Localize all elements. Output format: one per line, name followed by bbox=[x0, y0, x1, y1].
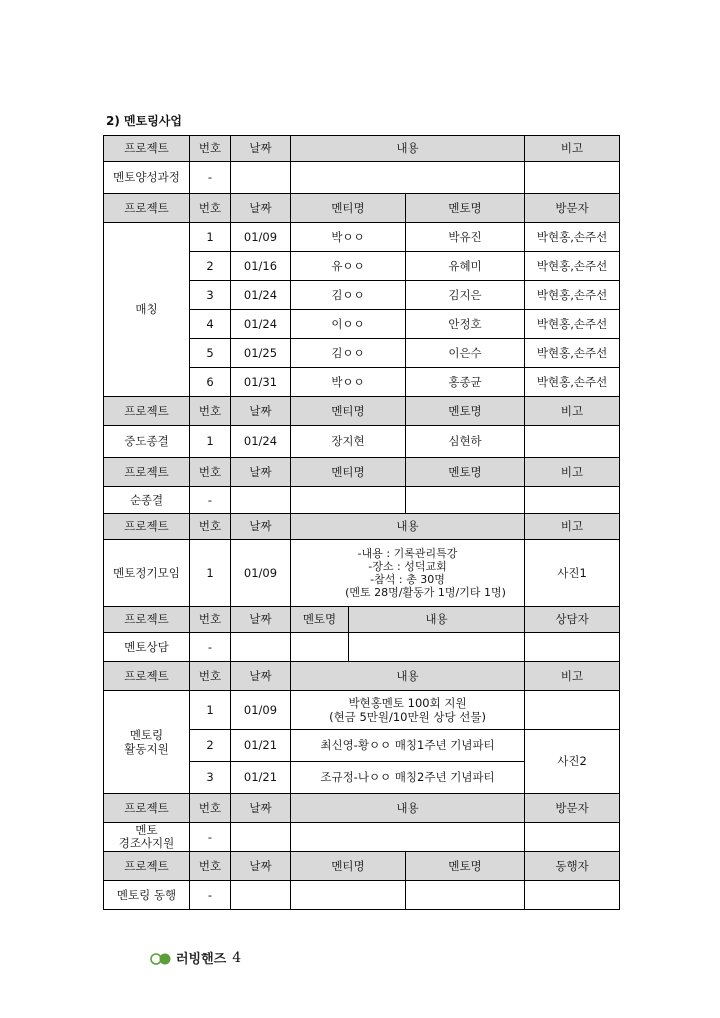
no-cell: 1 bbox=[190, 223, 231, 252]
header-no: 번호 bbox=[190, 852, 231, 881]
project-line: 멘토링 bbox=[129, 727, 164, 742]
date-cell: 01/09 bbox=[231, 540, 291, 607]
date-cell: 01/21 bbox=[231, 730, 291, 762]
header-project: 프로젝트 bbox=[104, 397, 190, 426]
content-cell: 최신영-황ㅇㅇ 매칭1주년 기념파티 bbox=[291, 730, 525, 762]
header-mentor: 멘토명 bbox=[406, 397, 525, 426]
content-cell bbox=[349, 633, 525, 662]
mentee-cell: 장지현 bbox=[291, 426, 406, 458]
header-visitor: 방문자 bbox=[525, 194, 620, 223]
header-row-condolence bbox=[104, 794, 620, 823]
visitor-cell: 박현홍,손주선 bbox=[525, 339, 620, 368]
header-date: 날짜 bbox=[231, 794, 291, 823]
header-mentee: 멘티명 bbox=[291, 852, 406, 881]
header-no: 번호 bbox=[190, 458, 231, 487]
date-cell: 01/21 bbox=[231, 762, 291, 794]
header-content: 내용 bbox=[291, 794, 525, 823]
mentor-cell bbox=[406, 881, 525, 910]
counselor-cell bbox=[525, 633, 620, 662]
note-cell: 사진1 bbox=[525, 540, 620, 607]
date-cell bbox=[231, 881, 291, 910]
date-cell bbox=[231, 162, 291, 194]
meeting-content-cell bbox=[291, 540, 525, 607]
header-project: 프로젝트 bbox=[104, 136, 190, 162]
meeting-row bbox=[104, 540, 620, 607]
mentor-cell: 안정호 bbox=[406, 310, 525, 339]
note-cell: 사진2 bbox=[525, 730, 620, 794]
no-cell: - bbox=[190, 162, 231, 194]
no-cell: - bbox=[190, 881, 231, 910]
date-cell bbox=[231, 633, 291, 662]
meeting-line: -장소 : 성덕교회 bbox=[368, 559, 447, 573]
mentee-cell: 김ㅇㅇ bbox=[291, 339, 406, 368]
completion-row bbox=[104, 487, 620, 514]
date-cell: 01/24 bbox=[231, 281, 291, 310]
date-cell: 01/16 bbox=[231, 252, 291, 281]
header-row-meeting bbox=[104, 514, 620, 540]
note-cell bbox=[525, 162, 620, 194]
training-row bbox=[104, 162, 620, 194]
project-line: 멘토 bbox=[135, 823, 158, 838]
visitor-cell: 박현홍,손주선 bbox=[525, 252, 620, 281]
visitor-cell: 박현홍,손주선 bbox=[525, 310, 620, 339]
date-cell: 01/31 bbox=[231, 368, 291, 397]
header-mentee: 멘티명 bbox=[291, 194, 406, 223]
date-cell: 01/24 bbox=[231, 426, 291, 458]
meeting-line: -참석 : 총 30명 bbox=[370, 573, 445, 586]
date-cell: 01/09 bbox=[231, 223, 291, 252]
mentor-cell bbox=[291, 633, 349, 662]
meeting-line: (멘토 28명/활동가 1명/기타 1명) bbox=[345, 586, 506, 600]
date-cell bbox=[231, 487, 291, 514]
header-companion: 동행자 bbox=[525, 852, 620, 881]
mentor-cell: 이은수 bbox=[406, 339, 525, 368]
mentee-cell bbox=[291, 881, 406, 910]
project-cell: 멘토링 동행 bbox=[104, 881, 190, 910]
header-date: 날짜 bbox=[231, 397, 291, 426]
header-date: 날짜 bbox=[231, 852, 291, 881]
visitor-cell bbox=[525, 823, 620, 852]
header-note: 비고 bbox=[525, 514, 620, 540]
meeting-line: -내용 : 기록관리특강 bbox=[357, 546, 458, 560]
date-cell: 01/25 bbox=[231, 339, 291, 368]
page-number: 4 bbox=[232, 949, 242, 966]
header-row-matching bbox=[104, 194, 620, 223]
header-no: 번호 bbox=[190, 136, 231, 162]
header-note: 비고 bbox=[525, 458, 620, 487]
header-no: 번호 bbox=[190, 397, 231, 426]
no-cell: 2 bbox=[190, 252, 231, 281]
header-content: 내용 bbox=[291, 514, 525, 540]
header-date: 날짜 bbox=[231, 458, 291, 487]
no-cell: 1 bbox=[190, 540, 231, 607]
header-mentor: 멘토명 bbox=[291, 607, 349, 633]
header-row-support bbox=[104, 662, 620, 691]
mentor-cell: 홍종균 bbox=[406, 368, 525, 397]
header-mentor: 멘토명 bbox=[406, 852, 525, 881]
project-line: 경조사지원 bbox=[118, 836, 175, 850]
header-mentee: 멘티명 bbox=[291, 397, 406, 426]
header-note: 비고 bbox=[525, 662, 620, 691]
header-mentee: 멘티명 bbox=[291, 458, 406, 487]
note-cell bbox=[525, 426, 620, 458]
mentor-cell: 심현하 bbox=[406, 426, 525, 458]
header-content: 내용 bbox=[349, 607, 525, 633]
counsel-row bbox=[104, 633, 620, 662]
header-row-midterm bbox=[104, 397, 620, 426]
header-project: 프로젝트 bbox=[104, 852, 190, 881]
mentor-cell: 유혜미 bbox=[406, 252, 525, 281]
mentee-cell: 유ㅇㅇ bbox=[291, 252, 406, 281]
footer-brand: 러빙핸즈 bbox=[176, 952, 227, 967]
content-line: (현금 5만원/10만원 상당 선물) bbox=[329, 710, 486, 724]
no-cell: 6 bbox=[190, 368, 231, 397]
mentee-cell: 박ㅇㅇ bbox=[291, 223, 406, 252]
hands-logo-icon bbox=[150, 950, 172, 966]
table-row bbox=[104, 691, 620, 730]
content-line: 박현홍멘토 100회 지원 bbox=[348, 695, 467, 710]
header-no: 번호 bbox=[190, 194, 231, 223]
project-line: 활동지원 bbox=[124, 742, 169, 756]
accompany-row bbox=[104, 881, 620, 910]
header-counselor: 상담자 bbox=[525, 607, 620, 633]
mentee-cell: 이ㅇㅇ bbox=[291, 310, 406, 339]
condolence-row bbox=[104, 823, 620, 852]
header-project: 프로젝트 bbox=[104, 514, 190, 540]
header-project: 프로젝트 bbox=[104, 458, 190, 487]
header-date: 날짜 bbox=[231, 607, 291, 633]
no-cell: 1 bbox=[190, 426, 231, 458]
note-cell bbox=[525, 691, 620, 730]
header-date: 날짜 bbox=[231, 514, 291, 540]
header-row-completion bbox=[104, 458, 620, 487]
project-cell: 중도종결 bbox=[104, 426, 190, 458]
header-date: 날짜 bbox=[231, 194, 291, 223]
header-row-counsel bbox=[104, 607, 620, 633]
project-cell: 매칭 bbox=[104, 223, 190, 397]
visitor-cell: 박현홍,손주선 bbox=[525, 223, 620, 252]
section-title: 2) 멘토링사업 bbox=[106, 114, 182, 128]
no-cell: - bbox=[190, 633, 231, 662]
note-cell bbox=[525, 487, 620, 514]
header-note: 비고 bbox=[525, 136, 620, 162]
content-cell bbox=[291, 162, 525, 194]
mentee-cell bbox=[291, 487, 406, 514]
mentor-cell: 김지은 bbox=[406, 281, 525, 310]
header-note: 비고 bbox=[525, 397, 620, 426]
table-row bbox=[104, 223, 620, 252]
no-cell: - bbox=[190, 823, 231, 852]
date-cell bbox=[231, 823, 291, 852]
project-cell: 순종결 bbox=[104, 487, 190, 514]
header-project: 프로젝트 bbox=[104, 607, 190, 633]
no-cell: 5 bbox=[190, 339, 231, 368]
mentor-cell bbox=[406, 487, 525, 514]
header-content: 내용 bbox=[291, 662, 525, 691]
project-cell bbox=[104, 691, 190, 794]
no-cell: 2 bbox=[190, 730, 231, 762]
header-mentor: 멘토명 bbox=[406, 458, 525, 487]
visitor-cell: 박현홍,손주선 bbox=[525, 368, 620, 397]
header-content: 내용 bbox=[291, 136, 525, 162]
header-row-training bbox=[104, 136, 620, 162]
no-cell: 3 bbox=[190, 281, 231, 310]
header-row-accompany bbox=[104, 852, 620, 881]
project-cell: 멘토정기모임 bbox=[104, 540, 190, 607]
content-cell: 조규정-나ㅇㅇ 매칭2주년 기념파티 bbox=[291, 762, 525, 794]
visitor-cell: 박현홍,손주선 bbox=[525, 281, 620, 310]
header-no: 번호 bbox=[190, 607, 231, 633]
header-visitor: 방문자 bbox=[525, 794, 620, 823]
project-cell: 멘토양성과정 bbox=[104, 162, 190, 194]
header-no: 번호 bbox=[190, 514, 231, 540]
date-cell: 01/09 bbox=[231, 691, 291, 730]
header-project: 프로젝트 bbox=[104, 794, 190, 823]
mentor-cell: 박유진 bbox=[406, 223, 525, 252]
project-cell: 멘토상담 bbox=[104, 633, 190, 662]
header-project: 프로젝트 bbox=[104, 662, 190, 691]
page-footer bbox=[150, 948, 241, 967]
header-no: 번호 bbox=[190, 794, 231, 823]
header-project: 프로젝트 bbox=[104, 194, 190, 223]
no-cell: - bbox=[190, 487, 231, 514]
no-cell: 1 bbox=[190, 691, 231, 730]
content-cell bbox=[291, 691, 525, 730]
header-no: 번호 bbox=[190, 662, 231, 691]
mentee-cell: 박ㅇㅇ bbox=[291, 368, 406, 397]
midterm-row bbox=[104, 426, 620, 458]
header-date: 날짜 bbox=[231, 662, 291, 691]
no-cell: 3 bbox=[190, 762, 231, 794]
header-mentor: 멘토명 bbox=[406, 194, 525, 223]
mentee-cell: 김ㅇㅇ bbox=[291, 281, 406, 310]
project-cell bbox=[104, 823, 190, 852]
no-cell: 4 bbox=[190, 310, 231, 339]
date-cell: 01/24 bbox=[231, 310, 291, 339]
mentoring-table bbox=[103, 135, 620, 910]
content-cell bbox=[291, 823, 525, 852]
companion-cell bbox=[525, 881, 620, 910]
header-date: 날짜 bbox=[231, 136, 291, 162]
